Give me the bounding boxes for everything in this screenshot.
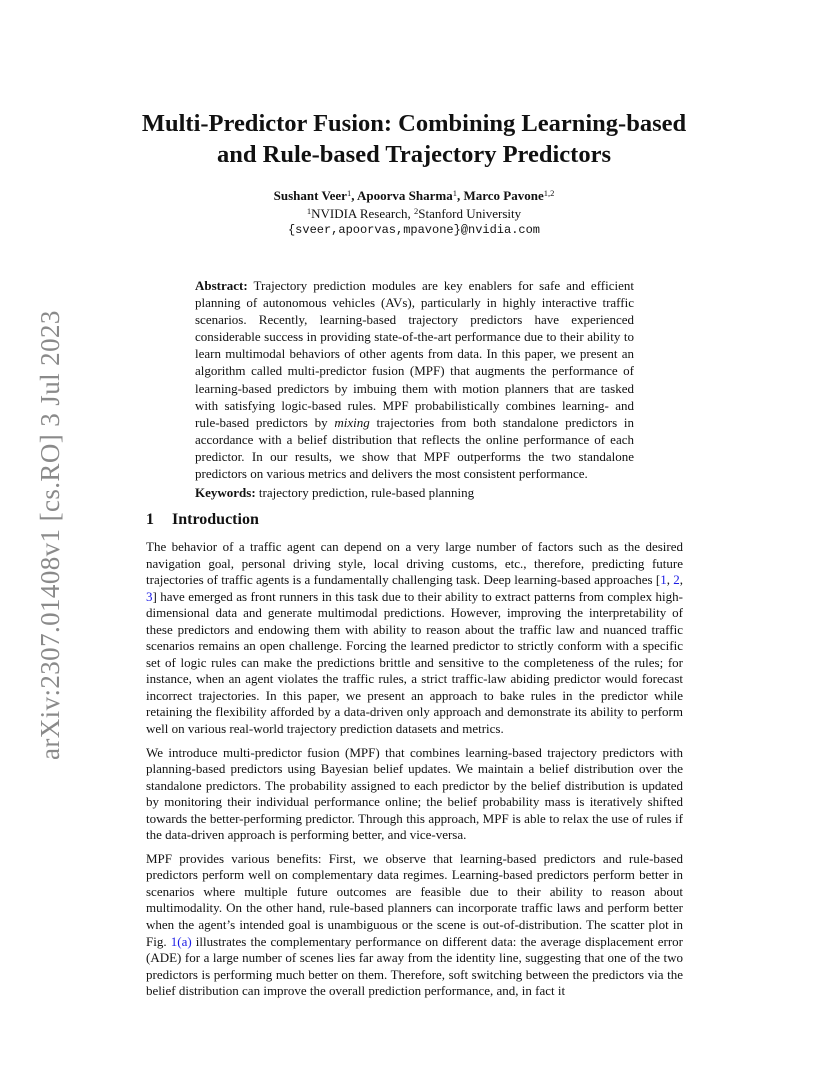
affiliation-marker: 1: [306, 205, 312, 216]
paragraph: [146, 539, 683, 738]
abstract-text: Trajectory prediction modules are key enablers for safe and efficient planning of autonomous vehicles (AVs), particularly in highly interactive traffic scenarios. Recently, learning-based trajectory predictors have experienced considerable success in providing state-of-the-art performance due to their ability to learn multimodal behaviors of other agents from data. In this paper, we present an algorithm called multi-predictor fusion (MPF) that augments the performance of learning-based predictors by imbuing them with motion planners that are tasked with satisfying logic-based rules. MPF probabilistically combines learning- and rule-based predictors by: [195, 278, 634, 430]
title-line-2: and Rule-based Trajectory Predictors: [217, 141, 611, 168]
citation-separator: ,: [679, 572, 684, 588]
author-name: Marco Pavone: [463, 188, 544, 203]
affiliation-name: NVIDIA Research,: [311, 205, 414, 221]
keywords-text: trajectory prediction, rule-based planning: [255, 485, 475, 500]
title-line-1: Multi-Predictor Fusion: Combining Learning-based: [141, 110, 687, 137]
paragraph: [146, 851, 683, 1000]
paragraph-text: The behavior of a traffic agent can depend on a very large number of factors such as the desired navigation goal, personal driving style, local driving customs, etc., therefore, predicting future trajectories of traffic agents is a fundamentally challenging task. Deep learning-based approaches [: [146, 539, 683, 588]
citation-separator: ,: [666, 572, 674, 588]
figure-reference-link[interactable]: 1(a): [170, 933, 192, 949]
author-names: [150, 187, 678, 205]
author-separator: ,: [351, 188, 357, 203]
author-block: [150, 187, 678, 240]
paragraph-text: ] have emerged as front runners in this task due to their ability to extract patterns from complex high-dimensional data and generate multimodal predictions. However, improving the interpretability of these predictors and endowing them with ability to reason about the traffic law and nuanced traffic scenarios remains an open challenge. Forcing the learned predictor to strictly conform with a specific set of logic rules can make the predictions brittle and sensitive to the completeness of the rules; for instance, when an agent violates the traffic rules, a strict traffic-law abiding predictor would forecast incorrect trajectories. In this paper, we present an approach to bake rules in the predictor while retaining the flexibility afforded by a data-driven only approach and demonstrate its ability to perform well on various real-world trajectory prediction datasets and metrics.: [146, 588, 683, 737]
author-separator: ,: [456, 188, 464, 203]
author-name: Apoorva Sharma: [357, 188, 453, 203]
citation-link[interactable]: 3: [146, 588, 153, 604]
author-name: Sushant Veer: [273, 188, 347, 203]
paragraph: We introduce multi-predictor fusion (MPF) that combines learning-based trajectory predictors with planning-based predictors using Bayesian belief updates. We maintain a belief distribution over the standalone predictors. The probability assigned to each predictor by the belief distribution is updated by monitoring their individual performance online; the belief probability mass is iteratively shifted towards the better-performing predictor. Through this approach, MPF is able to relax the use of rules if the data-driven approach is performing better, and vice-versa.: [146, 744, 683, 843]
citation-link[interactable]: 1: [660, 572, 667, 588]
citation-link[interactable]: 2: [673, 572, 680, 588]
keywords-label: Keywords:: [195, 485, 256, 500]
affiliation-marker: 1: [346, 188, 352, 198]
paragraph-text: MPF provides various benefits: First, we observe that learning-based predictors and rule-based predictors perform well on complementary data regimes. Learning-based predictors perform better in scenarios where multiple future outcomes are feasible due to their ability to reason about multimodality. On the other hand, rule-based planners can incorporate traffic laws and perform better when the agent’s intended goal is unambiguous or the scene is out-of-distribution. The scatter plot in Fig.: [146, 850, 683, 949]
author-emails: {sveer,apoorvas,mpavone}@nvidia.com: [287, 223, 541, 237]
paper-title: [110, 108, 718, 170]
affiliations: [150, 205, 678, 223]
affiliation-name: Stanford University: [418, 205, 522, 221]
abstract: [195, 277, 634, 482]
keywords: [195, 484, 634, 501]
affiliation-marker: 1: [452, 188, 457, 198]
abstract-text: trajectories from both standalone predictors in accordance with a belief distribution that reflects the online performance of each predictor. In our results, we show that MPF outperforms the two standalone predictors on various metrics and delivers the most consistent performance.: [195, 414, 635, 482]
arxiv-identifier-stamp: arXiv:2307.01408v1 [cs.RO] 3 Jul 2023: [35, 310, 65, 760]
affiliation-marker: 2: [413, 205, 419, 216]
abstract-label: Abstract:: [195, 278, 248, 293]
abstract-emphasis: mixing: [334, 414, 370, 430]
section-heading: [146, 511, 259, 529]
section-title: Introduction: [172, 511, 259, 528]
section-number: 1: [146, 511, 154, 528]
paragraph-text: illustrates the complementary performance on different data: the average displacement error (ADE) for a large number of scenes lies far away from the identity line, suggesting that one of the two predictors is performing much better on them. Therefore, soft switching between the predictors via the belief distribution can improve the overall prediction performance, and, in fact it: [146, 933, 683, 999]
body-text: [146, 539, 683, 1007]
affiliation-marker: 1,2: [543, 188, 555, 198]
